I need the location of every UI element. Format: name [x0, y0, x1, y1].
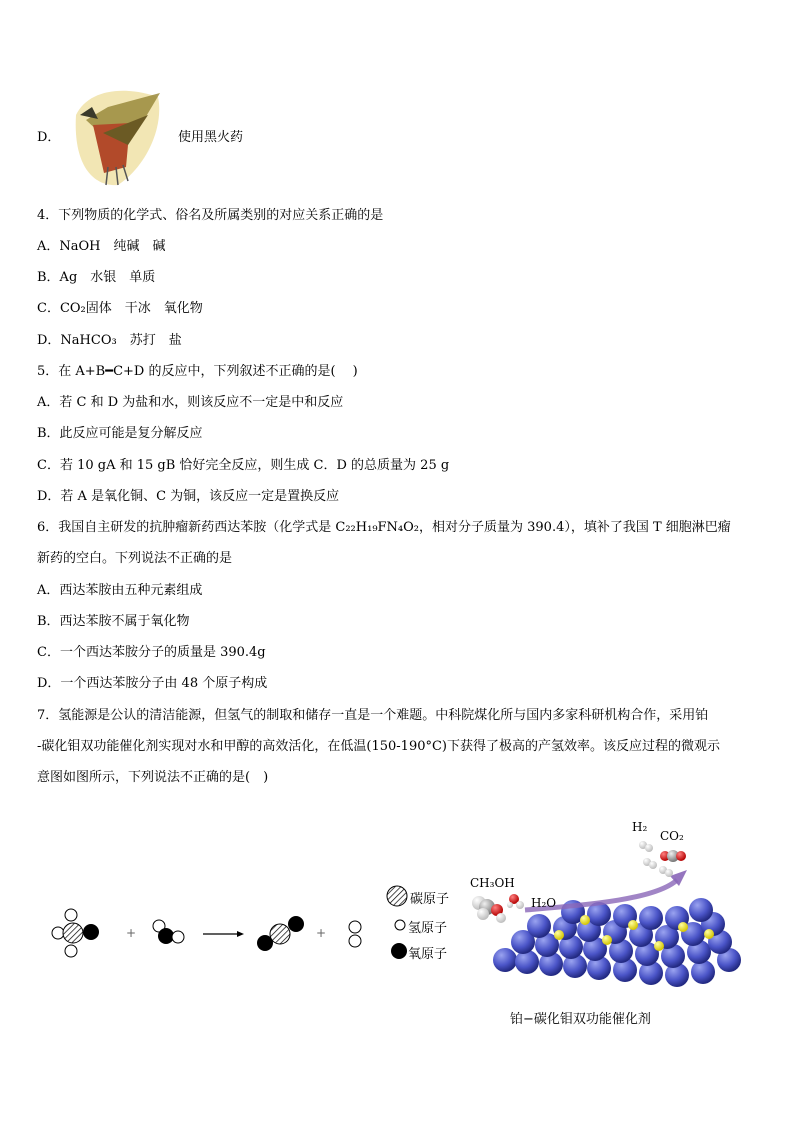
q4-option-b: B．Ag 水银 单质 — [37, 270, 156, 285]
h2-molecules — [639, 841, 657, 869]
label-h2o: H₂O — [531, 896, 557, 910]
legend-oxygen: 氧原子 — [408, 947, 448, 962]
legend — [386, 884, 466, 964]
label-ch3oh: CH₃OH — [470, 876, 515, 890]
q5-stem: 5．在 A+B━C+D 的反应中，下列叙述不正确的是( ) — [37, 364, 358, 379]
methanol-molecule — [52, 909, 99, 957]
plus-sign-1: + — [126, 926, 137, 940]
catalyst-image — [465, 810, 755, 1010]
q6-option-b: B．西达苯胺不属于氧化物 — [37, 614, 190, 629]
label-co2: CO₂ — [660, 829, 684, 843]
q7-stem-line3: 意图如图所示，下列说法不正确的是( ) — [37, 770, 269, 785]
option-d-prev-label: D． — [37, 130, 61, 145]
legend-carbon: 碳原子 — [410, 892, 450, 907]
ch3oh-molecule — [472, 896, 506, 923]
q6-option-d: D．一个西达苯胺分子由 48 个原子构成 — [37, 676, 268, 691]
q7-stem-line1: 7．氢能源是公认的清洁能源，但氢气的制取和储存一直是一个难题。中科院煤化所与国内多家科研机构合作，采用铂 — [37, 708, 709, 723]
h2-molecule — [349, 921, 361, 947]
q4-option-d: D．NaHCO₃ 苏打 盐 — [37, 333, 182, 348]
q5-option-d: D．若 A 是氧化铜、C 为铜，该反应一定是置换反应 — [37, 489, 340, 504]
q5-option-a: A．若 C 和 D 为盐和水，则该反应不一定是中和反应 — [37, 395, 344, 410]
co2-molecule — [257, 916, 304, 951]
q5-option-c: C．若 10 gA 和 15 gB 恰好完全反应，则生成 C．D 的总质量为 25 g — [37, 458, 450, 473]
q4-option-a: A．NaOH 纯碱 碱 — [37, 239, 166, 254]
legend-hydrogen: 氢原子 — [408, 921, 448, 936]
q7-stem-line2: -碳化钼双功能催化剂实现对水和甲醇的高效活化，在低温(150-190°C)下获得了极高的产氢效率。该反应过程的微观示 — [37, 739, 721, 754]
q6-option-a: A．西达苯胺由五种元素组成 — [37, 583, 203, 598]
water-molecule — [153, 920, 184, 944]
q6-stem-line2: 新药的空白。下列说法不正确的是 — [37, 551, 233, 566]
q6-stem-line1: 6．我国自主研发的抗肿瘤新药西达苯胺（化学式是 C₂₂H₁₉FN₄O₂，相对分子质量为 390.4），填补了我国 T 细胞淋巴瘤 — [37, 520, 731, 535]
reaction-diagram — [40, 895, 380, 965]
option-d-prev-text: 使用黑火药 — [178, 130, 244, 145]
q5-option-b: B．此反应可能是复分解反应 — [37, 426, 203, 441]
plus-sign-2: + — [316, 926, 327, 940]
h2o-molecule — [507, 894, 524, 909]
q4-stem: 4．下列物质的化学式、俗名及所属类别的对应关系正确的是 — [37, 208, 384, 223]
q4-option-c: C．CO₂固体 干冰 氧化物 — [37, 301, 203, 316]
catalyst-caption: 铂−碳化钼双功能催化剂 — [510, 1012, 651, 1027]
label-h2: H₂ — [632, 820, 648, 834]
bird-rocket-image — [68, 85, 170, 190]
q6-option-c: C．一个西达苯胺分子的质量是 390.4g — [37, 645, 266, 660]
